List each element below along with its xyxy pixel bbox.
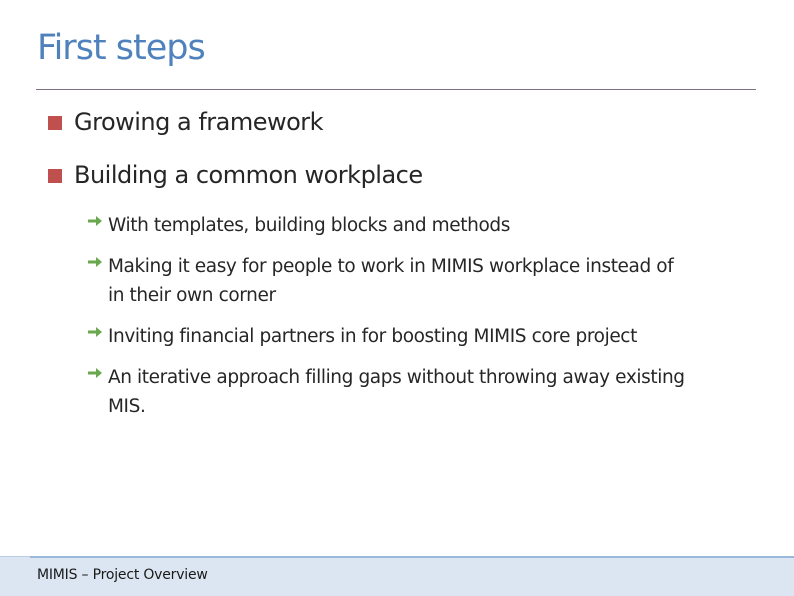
bullet-text: Building a common workplace — [74, 161, 423, 189]
sub-bullet-line: With templates, building blocks and methods — [108, 215, 510, 236]
bullet-text: Growing a framework — [74, 108, 324, 136]
sub-bullet-line: Making it easy for people to work in MIMIS workplace instead of — [108, 256, 674, 277]
sub-bullet-line: MIS. — [108, 396, 146, 417]
title-divider — [36, 89, 756, 90]
arrow-right-icon — [87, 324, 103, 340]
bullet-item-1 — [48, 108, 323, 136]
slide-title: First steps — [37, 28, 205, 68]
footer-divider — [30, 556, 794, 558]
arrow-right-icon — [87, 365, 103, 381]
footer-text: MIMIS – Project Overview — [37, 567, 208, 583]
square-bullet-icon — [48, 116, 62, 130]
sub-bullet-item-3 — [87, 322, 757, 351]
bullet-item-2 — [48, 161, 423, 189]
sub-bullet-item-4 — [87, 363, 757, 421]
sub-bullet-line: Inviting financial partners in for boosting MIMIS core project — [108, 326, 637, 347]
sub-bullet-line: An iterative approach filling gaps without throwing away existing — [108, 367, 685, 388]
arrow-right-icon — [87, 254, 103, 270]
arrow-right-icon — [87, 213, 103, 229]
square-bullet-icon — [48, 169, 62, 183]
sub-bullet-item-1 — [87, 211, 757, 240]
sub-bullet-line: in their own corner — [108, 285, 276, 306]
sub-bullet-item-2 — [87, 252, 757, 310]
